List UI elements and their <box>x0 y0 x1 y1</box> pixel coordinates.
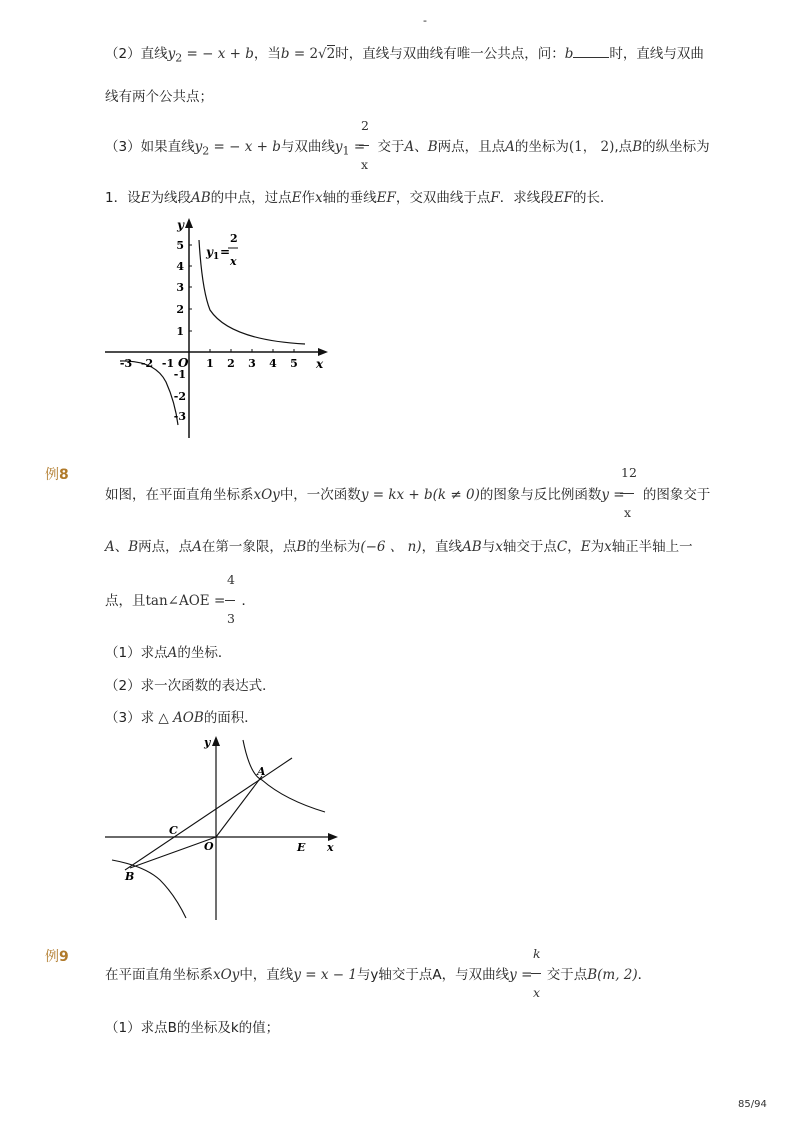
curve-label-y: y <box>206 245 213 259</box>
text: 在平面直角坐标系 <box>105 967 213 983</box>
fraction-numerator: 2 <box>361 118 369 133</box>
y-tick-label: -1 <box>173 368 186 381</box>
example-8-line-1 <box>105 486 710 504</box>
math-A: A <box>105 539 115 555</box>
math-B: B <box>632 139 643 155</box>
math-AB: AB <box>462 539 482 555</box>
math-EF: EF <box>553 190 573 206</box>
math-sub: 1 <box>342 144 350 158</box>
math-point-B: B(m, 2) <box>587 967 638 983</box>
fraction-numerator: 12 <box>621 465 637 480</box>
text: ， <box>567 539 581 555</box>
curve-label-num: 2 <box>230 232 238 245</box>
example-8-line-3 <box>105 592 255 610</box>
example-8-question-1 <box>105 644 231 662</box>
text: 的坐标为 <box>306 539 361 555</box>
fraction-numerator: 4 <box>227 572 235 587</box>
curve-label-sub: 1 <box>213 252 220 262</box>
y-axis-label: y <box>204 736 211 749</box>
x-tick-label: 3 <box>248 357 256 370</box>
example-8-question-3 <box>105 709 258 727</box>
math-x: x <box>244 139 253 155</box>
text: 的图象与反比例函数 <box>479 487 602 503</box>
point-E-label: E <box>297 841 306 854</box>
fraction-numerator: k <box>533 946 541 961</box>
math-eq: = 2 <box>289 46 319 62</box>
text: 的坐标为 <box>514 139 569 155</box>
x-tick-label: -2 <box>140 357 154 370</box>
math-linear-function: y = x − 1 <box>293 967 357 983</box>
text: 轴的垂线 <box>322 190 377 206</box>
math-xOy: xOy <box>253 487 280 503</box>
sqrt-symbol: √2 <box>318 46 336 62</box>
y-tick-label: 4 <box>176 260 184 273</box>
origin-label: O <box>204 840 214 853</box>
text: 作 <box>301 190 315 206</box>
math-sub: 2 <box>175 51 183 65</box>
math-eq: = − <box>182 46 218 62</box>
point-A-label: A <box>257 765 266 778</box>
text: 与 <box>481 539 496 555</box>
math-b: b <box>280 46 290 62</box>
text: 交于点 <box>546 967 588 983</box>
text: 与双曲线 <box>280 139 335 155</box>
y-axis-arrow <box>185 218 193 228</box>
x-tick-label: -3 <box>119 357 133 370</box>
text: 为线段 <box>150 190 191 206</box>
math-tan: tan∠AOE = <box>145 593 230 609</box>
math-AB: AB <box>190 190 211 206</box>
label-number: 8 <box>59 467 69 483</box>
example-9-question-1: （1）求点B的坐标及k的值； <box>105 1020 280 1036</box>
text: 的图象交于 <box>642 487 711 503</box>
text: （1）求点 <box>105 645 168 661</box>
math-y: y <box>334 139 343 155</box>
math-x: x <box>604 539 612 555</box>
math-y: y <box>194 139 203 155</box>
text: （3）求 △ <box>105 710 174 726</box>
y-tick-label: -3 <box>173 410 186 423</box>
math-x: x <box>314 190 323 206</box>
math-eq: = <box>349 139 370 155</box>
math-eq: = <box>516 967 537 983</box>
x-axis-arrow <box>318 348 328 356</box>
sqrt-inner: 2 <box>326 46 336 62</box>
example-8-question-2: （2）求一次函数的表达式． <box>105 678 276 694</box>
fraction-denominator: x <box>624 505 632 520</box>
text: 的长． <box>572 190 614 206</box>
text: （3）如果直线 <box>105 139 195 155</box>
math-C: C <box>556 539 568 555</box>
hyperbola-graph-1 <box>100 210 340 442</box>
math-AOB: AOB <box>173 710 204 726</box>
point-B-label: B <box>125 870 135 883</box>
line-AB <box>125 758 292 870</box>
question-3-line-2 <box>105 189 613 207</box>
math-y: y <box>509 967 517 983</box>
text: ． <box>637 967 652 983</box>
text: 为 <box>590 539 605 555</box>
text: ，当 <box>253 46 281 62</box>
page-number: 85/94 <box>738 1099 767 1110</box>
segment-OA <box>216 776 262 837</box>
text: 轴交于点 <box>502 539 557 555</box>
y-tick-label: 1 <box>176 325 184 338</box>
y-axis-arrow <box>212 736 220 746</box>
text: 与y轴交于点A，与双曲线 <box>356 967 510 983</box>
text: 1．设 <box>105 190 141 206</box>
y-axis-label: y <box>177 218 184 232</box>
math-EF: EF <box>376 190 396 206</box>
origin-label: O <box>178 356 189 370</box>
math-eq: = − <box>209 139 245 155</box>
text: 交于 <box>377 139 405 155</box>
math-y: y <box>167 46 176 62</box>
curve-label-eq: = <box>220 245 231 259</box>
math-eq: = <box>609 487 629 503</box>
text: ，交双曲线于点 <box>395 190 491 206</box>
math-x: x <box>495 539 503 555</box>
x-tick-label: -1 <box>161 357 175 370</box>
math-coord: (1， 2) <box>568 139 615 155</box>
text: 的面积． <box>203 710 258 726</box>
hyperbola-branch-negative <box>120 361 178 425</box>
text: 的纵坐标为 <box>642 139 710 155</box>
x-axis-arrow <box>328 833 338 841</box>
example-9-label <box>45 946 69 966</box>
math-coord: (−6 、 n) <box>360 539 422 555</box>
x-tick-label: 4 <box>269 357 277 370</box>
label-text: 例 <box>45 467 59 483</box>
x-axis-label: x <box>316 357 324 371</box>
math-y: y <box>601 487 610 503</box>
y-tick-label: 3 <box>176 281 184 294</box>
text: 时，直线与双曲 <box>609 46 704 62</box>
question-2-line-1 <box>105 45 704 68</box>
math-b: b <box>564 46 574 62</box>
y-tick-label: -2 <box>173 390 186 403</box>
math-plus-b: + b <box>252 139 281 155</box>
fraction-denominator: 3 <box>227 611 235 626</box>
text: 点，且 <box>105 593 146 609</box>
question-2-line-2: 线有两个公共点； <box>105 89 213 105</box>
math-A: A <box>192 539 202 555</box>
math-B: B <box>296 539 307 555</box>
text: （2）直线 <box>105 46 168 62</box>
text: 中，一次函数 <box>279 487 361 503</box>
text: 两点，点 <box>138 539 193 555</box>
x-axis-label: x <box>327 841 334 854</box>
x-tick-label: 2 <box>227 357 235 370</box>
math-sub: 2 <box>202 144 210 158</box>
point-C-label: C <box>169 824 178 837</box>
example-8-label <box>45 464 69 484</box>
math-E: E <box>140 190 151 206</box>
linear-hyperbola-graph <box>100 730 345 922</box>
text: 两点，且点 <box>437 139 506 155</box>
example-8-line-2 <box>105 538 693 556</box>
math-plus-b: + b <box>225 46 254 62</box>
text: 中，直线 <box>239 967 294 983</box>
text: ．求线段 <box>499 190 554 206</box>
math-A: A <box>167 645 178 661</box>
x-tick-label: 1 <box>206 357 214 370</box>
hyperbola-branch-negative <box>112 860 186 918</box>
text: 如图，在平面直角坐标系 <box>105 487 254 503</box>
text: 、 <box>414 139 428 155</box>
fraction-denominator: x <box>361 157 369 172</box>
math-A: A <box>505 139 515 155</box>
math-linear-function: y = kx + b(k ≠ 0) <box>360 487 480 503</box>
math-A: A <box>404 139 415 155</box>
math-xOy: xOy <box>213 967 240 983</box>
y-tick-label: 2 <box>176 303 184 316</box>
text: 的坐标． <box>177 645 232 661</box>
math-F: F <box>490 190 500 206</box>
fraction-denominator: x <box>533 985 541 1000</box>
math-x: x <box>217 46 226 62</box>
text: ． <box>241 593 256 609</box>
answer-blank[interactable] <box>573 45 609 58</box>
example-9-line-1 <box>105 966 651 984</box>
question-3-line-1 <box>105 138 710 161</box>
math-B: B <box>128 539 139 555</box>
text: 的中点，过点 <box>210 190 292 206</box>
text: 时，直线与双曲线有唯一公共点，问： <box>335 46 565 62</box>
math-E: E <box>580 539 591 555</box>
text: 轴正半轴上一 <box>611 539 693 555</box>
x-tick-label: 5 <box>290 357 298 370</box>
text: ,点 <box>614 139 633 155</box>
hyperbola-branch-positive <box>243 740 325 812</box>
text: 、 <box>114 539 129 555</box>
curve-label-den: x <box>230 255 237 268</box>
header-mark: - <box>423 14 427 27</box>
label-number: 9 <box>59 949 69 965</box>
math-B: B <box>427 139 438 155</box>
label-text: 例 <box>45 949 59 965</box>
y-tick-label: 5 <box>176 239 184 252</box>
math-E: E <box>291 190 302 206</box>
text: 在第一象限，点 <box>201 539 297 555</box>
text: ，直线 <box>421 539 463 555</box>
